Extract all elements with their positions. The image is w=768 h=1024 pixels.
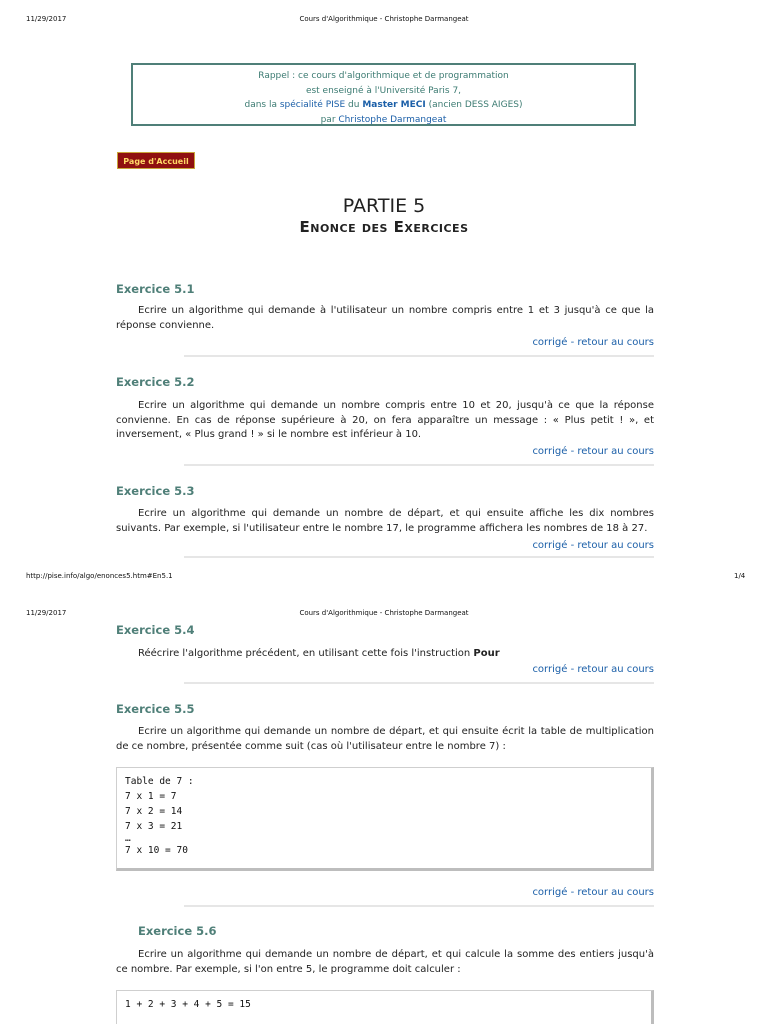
exercise-text-content: Ecrire un algorithme qui demande à l'utilisateur un nombre compris entre 1 et 3 jusqu'à ce que la réponse convienne. — [116, 305, 654, 331]
retour-link[interactable]: retour au cours — [577, 446, 654, 457]
home-button[interactable]: Page d'Accueil — [117, 152, 195, 169]
code-block-multiplication — [116, 767, 654, 871]
divider — [184, 556, 654, 558]
pise-link[interactable]: spécialité PISE — [279, 100, 346, 110]
code-line: 1 + 2 + 3 + 4 + 5 = 15 — [125, 999, 251, 1010]
print-title: Cours d'Algorithmique - Christophe Darmangeat — [299, 609, 469, 617]
exercise-text — [116, 399, 654, 443]
rappel-text: du — [345, 100, 363, 110]
code-line: 7 x 10 = 70 — [125, 845, 188, 856]
exercise-text-content: Réécrire l'algorithme précédent, en utilisant cette fois l'instruction — [138, 648, 474, 659]
print-date: 11/29/2017 — [26, 609, 67, 617]
rappel-text: dans la — [244, 100, 280, 110]
link-separator: - — [567, 887, 578, 898]
code-line: 7 x 3 = 21 — [125, 821, 183, 832]
divider — [184, 905, 654, 907]
divider — [184, 464, 654, 466]
exercise-links — [532, 540, 654, 551]
divider — [184, 355, 654, 357]
print-date: 11/29/2017 — [26, 15, 67, 23]
exercise-text — [116, 725, 654, 754]
exercise-title: Exercice 5.3 — [116, 484, 195, 498]
link-separator: - — [567, 446, 578, 457]
code-block-sum — [116, 990, 654, 1024]
exercise-title: Exercice 5.4 — [116, 623, 195, 637]
exercise-links — [532, 337, 654, 348]
rappel-line-3 — [133, 98, 634, 113]
rappel-text: par — [320, 114, 339, 125]
code-line: Table de 7 : — [125, 776, 194, 787]
exercise-text — [116, 304, 654, 333]
rappel-line-1: Rappel : ce cours d'algorithmique et de programmation — [258, 71, 509, 81]
exercise-text — [116, 507, 654, 536]
link-separator: - — [567, 337, 578, 348]
exercise-text-content: Ecrire un algorithme qui demande un nombre compris entre 10 et 20, jusqu'à ce que la réponse convienne. En cas de réponse supérieure à 20, on fera apparaître un message : « Plus petit ! », et inversement, « Plus grand ! » si le nombre est inférieur à 10. — [116, 400, 654, 440]
retour-link[interactable]: retour au cours — [577, 887, 654, 898]
corrige-link[interactable]: corrigé — [532, 540, 568, 551]
corrige-link[interactable]: corrigé — [532, 446, 568, 457]
exercise-title: Exercice 5.1 — [116, 282, 195, 296]
exercise-title: Exercice 5.2 — [116, 375, 195, 389]
keyword-pour: Pour — [473, 648, 500, 659]
rappel-text: (ancien DESS AIGES) — [425, 100, 523, 110]
rappel-line-4 — [133, 113, 634, 128]
link-separator: - — [567, 664, 578, 675]
rappel-line-2: est enseigné à l'Université Paris 7, — [305, 85, 462, 96]
exercise-text-content: Ecrire un algorithme qui demande un nombre de départ, et qui ensuite écrit la table de multiplication de ce nombre, présentée comme suit (cas où l'utilisateur entre le nombre 7) : — [116, 726, 654, 752]
code-line: 7 x 2 = 14 — [125, 806, 183, 817]
corrige-link[interactable]: corrigé — [532, 887, 568, 898]
master-meci-link[interactable]: Master MECI — [362, 100, 426, 110]
exercise-title: Exercice 5.5 — [116, 702, 195, 716]
exercise-text-content: Ecrire un algorithme qui demande un nombre de départ, et qui calcule la somme des entiers jusqu'à ce nombre. Par exemple, si l'on entre 5, le programme doit calculer : — [116, 949, 654, 975]
exercise-title: Exercice 5.6 — [138, 924, 217, 938]
rappel-box — [131, 63, 636, 126]
code-line: … — [125, 833, 131, 844]
retour-link[interactable]: retour au cours — [577, 540, 654, 551]
print-page-number: 1/4 — [734, 572, 746, 580]
link-separator: - — [567, 540, 578, 551]
divider — [184, 682, 654, 684]
retour-link[interactable]: retour au cours — [577, 664, 654, 675]
exercise-text-content: Ecrire un algorithme qui demande un nombre de départ, et qui ensuite affiche les dix nombres suivants. Par exemple, si l'utilisateur entre le nombre 17, le programme affichera les nombres de 18 à 27. — [116, 508, 654, 534]
retour-link[interactable]: retour au cours — [577, 337, 654, 348]
author-link[interactable]: Christophe Darmangeat — [338, 114, 447, 125]
exercise-links — [532, 887, 654, 898]
corrige-link[interactable]: corrigé — [532, 664, 568, 675]
exercise-links — [532, 446, 654, 457]
part-subtitle: Enonce des Exercices — [299, 218, 469, 236]
print-title: Cours d'Algorithmique - Christophe Darmangeat — [299, 15, 469, 23]
part-title: PARTIE 5 — [342, 195, 426, 217]
print-url: http://pise.info/algo/enonces5.htm#En5.1 — [26, 572, 173, 580]
exercise-text — [116, 948, 654, 977]
exercise-text — [138, 647, 654, 662]
code-line: 7 x 1 = 7 — [125, 791, 177, 802]
exercise-links — [532, 664, 654, 675]
corrige-link[interactable]: corrigé — [532, 337, 568, 348]
